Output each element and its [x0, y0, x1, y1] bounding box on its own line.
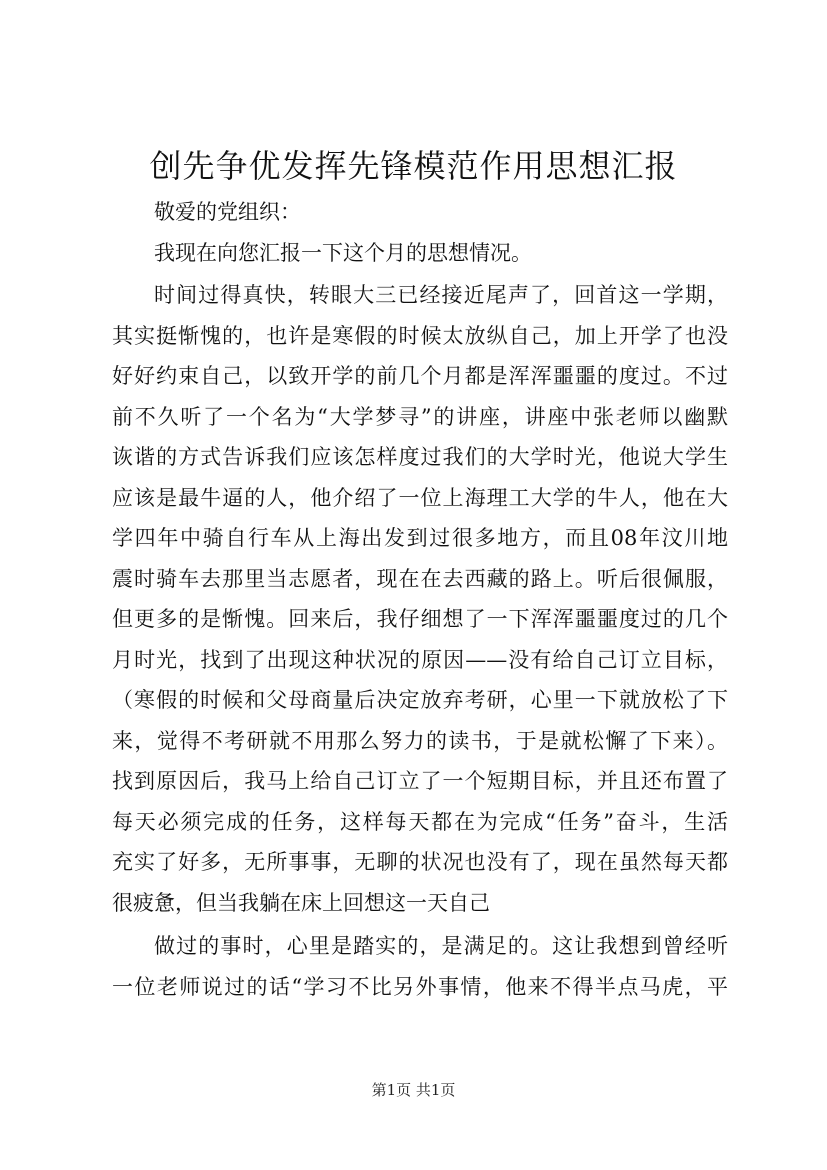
- paragraph-line: 一位老师说过的话“学习不比另外事情，他来不得半点马虎，平: [112, 974, 728, 999]
- paragraph-line: （寒假的时候和父母商量后决定放弃考研，心里一下就放松了下: [112, 688, 728, 712]
- paragraph-line: 很疲惫，但当我躺在床上回想这一天自己: [112, 890, 490, 915]
- paragraph-line: 其实挺惭愧的，也许是寒假的时候太放纵自己，加上开学了也没: [112, 323, 728, 348]
- page-number-footer: 第1页 共1页: [371, 1081, 456, 1099]
- paragraph-line: 震时骑车去那里当志愿者，现在在去西藏的路上。听后很佩服，: [112, 566, 728, 591]
- paragraph-line: 月时光，找到了出现这种状况的原因——没有给自己订立目标，: [112, 647, 728, 672]
- paragraph-line: 应该是最牛逼的人，他介绍了一位上海理工大学的牛人，他在大: [112, 485, 728, 510]
- paragraph-line: 诙谐的方式告诉我们应该怎样度过我们的大学时光，他说大学生: [112, 445, 728, 469]
- paragraph-line: 时间过得真快，转眼大三已经接近尾声了，回首这一学期，: [154, 283, 728, 307]
- paragraph-line: 找到原因后，我马上给自己订立了一个短期目标，并且还布置了: [112, 769, 728, 793]
- intro-paragraph: 我现在向您汇报一下这个月的思想情况。: [154, 241, 532, 265]
- paragraph-line: 每天必须完成的任务，这样每天都在为完成“任务”奋斗，生活: [112, 809, 728, 834]
- paragraph-line: 充实了好多，无所事事，无聊的状况也没有了，现在虽然每天都: [112, 850, 728, 874]
- salutation: 敬爱的党组织：: [154, 200, 301, 224]
- paragraph-line: 学四年中骑自行车从上海出发到过很多地方，而且08年汶川地: [112, 526, 728, 550]
- paragraph-line: 但更多的是惭愧。回来后，我仔细想了一下浑浑噩噩度过的几个: [112, 607, 728, 631]
- paragraph-line: 好好约束自己，以致开学的前几个月都是浑浑噩噩的度过。不过: [112, 364, 728, 388]
- paragraph-line: 来，觉得不考研就不用那么努力的读书，于是就松懈了下来）。: [112, 728, 728, 753]
- page-title: 创先争优发挥先锋模范作用思想汇报: [149, 147, 678, 185]
- paragraph-line: 做过的事时，心里是踏实的，是满足的。这让我想到曾经听: [154, 934, 728, 958]
- paragraph-line: 前不久听了一个名为“大学梦寻”的讲座，讲座中张老师以幽默: [112, 404, 728, 429]
